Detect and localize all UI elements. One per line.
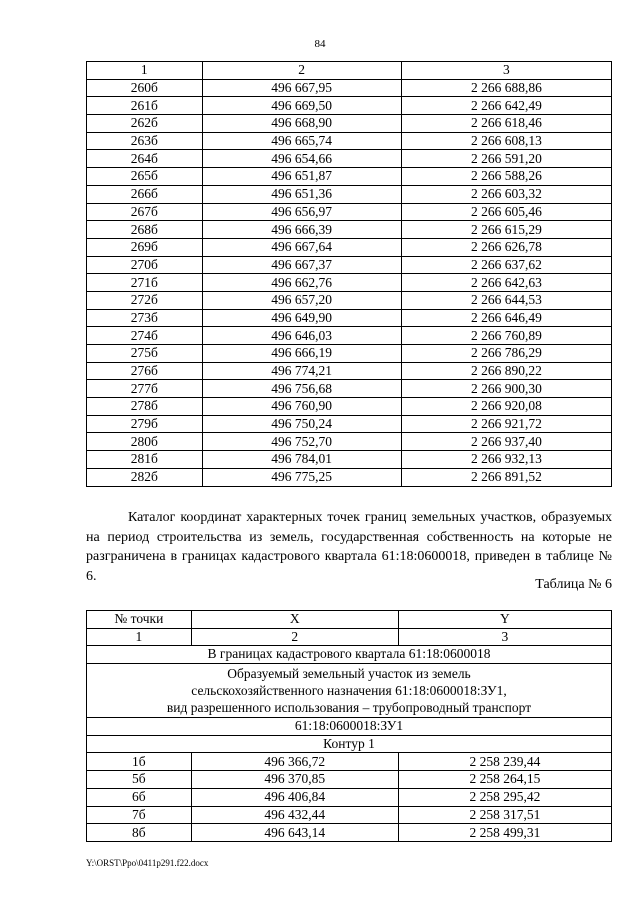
point-cell: 1б [87,753,192,771]
table-row [87,185,612,203]
point-cell: 277б [87,380,203,398]
y-cell: 2 266 642,49 [401,97,611,115]
table-row [87,115,612,133]
table-row [87,256,612,274]
x-cell: 496 662,76 [202,274,401,292]
point-cell: 261б [87,97,203,115]
point-cell: 266б [87,185,203,203]
y-cell: 2 266 786,29 [401,345,611,363]
table-row [87,806,612,824]
x-cell: 496 665,74 [202,132,401,150]
table-row [87,132,612,150]
plot-description-line: вид разрешенного использования – трубопроводный транспорт [166,700,532,716]
table-row [87,468,612,486]
x-cell: 496 666,19 [202,345,401,363]
plot-id-cell: 61:18:0600018:ЗУ1 [87,718,612,736]
point-cell: 279б [87,415,203,433]
y-cell: 2 266 615,29 [401,221,611,239]
y-cell: 2 266 920,08 [401,398,611,416]
y-cell: 2 266 603,32 [401,185,611,203]
x-cell: 496 775,25 [202,468,401,486]
point-cell: 268б [87,221,203,239]
x-cell: 496 760,90 [202,398,401,416]
y-cell: 2 266 588,26 [401,168,611,186]
y-cell: 2 258 264,15 [398,771,611,789]
point-cell: 269б [87,238,203,256]
header-cell-y: Y [398,611,611,629]
number-cell: 1 [87,628,192,646]
table-row [87,238,612,256]
header-cell-point: № точки [87,611,192,629]
table-row [87,345,612,363]
point-cell: 8б [87,824,192,842]
y-cell: 2 258 317,51 [398,806,611,824]
x-cell: 496 406,84 [191,788,398,806]
y-cell: 2 266 900,30 [401,380,611,398]
table-row [87,274,612,292]
x-cell: 496 651,87 [202,168,401,186]
point-cell: 274б [87,327,203,345]
footer-file-path: Y:\ORST\Ppo\0411p291.f22.docx [86,858,209,868]
table-row [87,380,612,398]
coordinates-table-6-body [87,611,612,842]
x-cell: 496 651,36 [202,185,401,203]
table-row [87,451,612,469]
plot-id-row [87,718,612,736]
x-cell: 496 667,95 [202,79,401,97]
y-cell: 2 266 760,89 [401,327,611,345]
table-row [87,753,612,771]
coordinates-table-body [87,62,612,487]
y-cell: 2 266 605,46 [401,203,611,221]
point-cell: 282б [87,468,203,486]
y-cell: 2 266 921,72 [401,415,611,433]
y-cell: 2 258 295,42 [398,788,611,806]
point-cell: 7б [87,806,192,824]
y-cell: 2 266 646,49 [401,309,611,327]
table-row [87,327,612,345]
x-cell: 496 667,64 [202,238,401,256]
point-cell: 281б [87,451,203,469]
table-row [87,788,612,806]
point-cell: 6б [87,788,192,806]
point-cell: 278б [87,398,203,416]
table-row [87,433,612,451]
y-cell: 2 266 591,20 [401,150,611,168]
point-cell: 276б [87,362,203,380]
plot-description-row [87,664,612,718]
header-cell: 3 [401,62,611,80]
point-cell: 270б [87,256,203,274]
table-caption: Таблица № 6 [535,577,612,592]
table-row [87,415,612,433]
plot-description-line: сельскохозяйственного назначения 61:18:0600018:ЗУ1, [191,683,507,699]
table-row [87,362,612,380]
x-cell: 496 656,97 [202,203,401,221]
table-row [87,97,612,115]
table-row [87,309,612,327]
x-cell: 496 366,72 [191,753,398,771]
point-cell: 275б [87,345,203,363]
number-cell: 2 [191,628,398,646]
x-cell: 496 657,20 [202,291,401,309]
number-cell: 3 [398,628,611,646]
point-cell: 263б [87,132,203,150]
quarter-cell: В границах кадастрового квартала 61:18:0600018 [87,646,612,664]
table-row [87,203,612,221]
y-cell: 2 266 937,40 [401,433,611,451]
y-cell: 2 258 239,44 [398,753,611,771]
plot-description-cell [87,664,612,718]
x-cell: 496 668,90 [202,115,401,133]
point-cell: 267б [87,203,203,221]
point-cell: 264б [87,150,203,168]
point-cell: 265б [87,168,203,186]
table-row [87,291,612,309]
point-cell: 262б [87,115,203,133]
x-cell: 496 784,01 [202,451,401,469]
header-cell: 1 [87,62,203,80]
table-row [87,771,612,789]
x-cell: 496 432,44 [191,806,398,824]
table-row [87,79,612,97]
x-cell: 496 666,39 [202,221,401,239]
y-cell: 2 266 642,63 [401,274,611,292]
x-cell: 496 646,03 [202,327,401,345]
contour-cell: Контур 1 [87,735,612,753]
catalog-paragraph: Каталог координат характерных точек границ земельных участков, образуемых на период строительства из земель, государственная собственность на которые не разграничена в границах кадастрового квартала 61:18:0600018, приведен в таблице № 6. [86,510,612,584]
point-cell: 5б [87,771,192,789]
table-row [87,150,612,168]
x-cell: 496 643,14 [191,824,398,842]
x-cell: 496 752,70 [202,433,401,451]
y-cell: 2 266 891,52 [401,468,611,486]
table-header-row [87,611,612,629]
y-cell: 2 266 890,22 [401,362,611,380]
x-cell: 496 750,24 [202,415,401,433]
y-cell: 2 266 608,13 [401,132,611,150]
coordinates-table-continued [86,61,612,487]
x-cell: 496 756,68 [202,380,401,398]
header-cell-x: X [191,611,398,629]
table-row [87,168,612,186]
table-row [87,221,612,239]
page-number: 84 [314,38,326,50]
x-cell: 496 649,90 [202,309,401,327]
table-number-row [87,628,612,646]
point-cell: 260б [87,79,203,97]
x-cell: 496 654,66 [202,150,401,168]
table-header-row [87,62,612,80]
y-cell: 2 266 932,13 [401,451,611,469]
x-cell: 496 774,21 [202,362,401,380]
y-cell: 2 266 688,86 [401,79,611,97]
point-cell: 272б [87,291,203,309]
y-cell: 2 258 499,31 [398,824,611,842]
y-cell: 2 266 618,46 [401,115,611,133]
x-cell: 496 669,50 [202,97,401,115]
point-cell: 280б [87,433,203,451]
header-cell: 2 [202,62,401,80]
y-cell: 2 266 644,53 [401,291,611,309]
quarter-row [87,646,612,664]
y-cell: 2 266 626,78 [401,238,611,256]
x-cell: 496 370,85 [191,771,398,789]
point-cell: 271б [87,274,203,292]
x-cell: 496 667,37 [202,256,401,274]
plot-description-line: Образуемый земельный участок из земель [227,666,471,682]
table-row [87,824,612,842]
contour-row [87,735,612,753]
coordinates-table-6 [86,610,612,842]
table-row [87,398,612,416]
y-cell: 2 266 637,62 [401,256,611,274]
point-cell: 273б [87,309,203,327]
